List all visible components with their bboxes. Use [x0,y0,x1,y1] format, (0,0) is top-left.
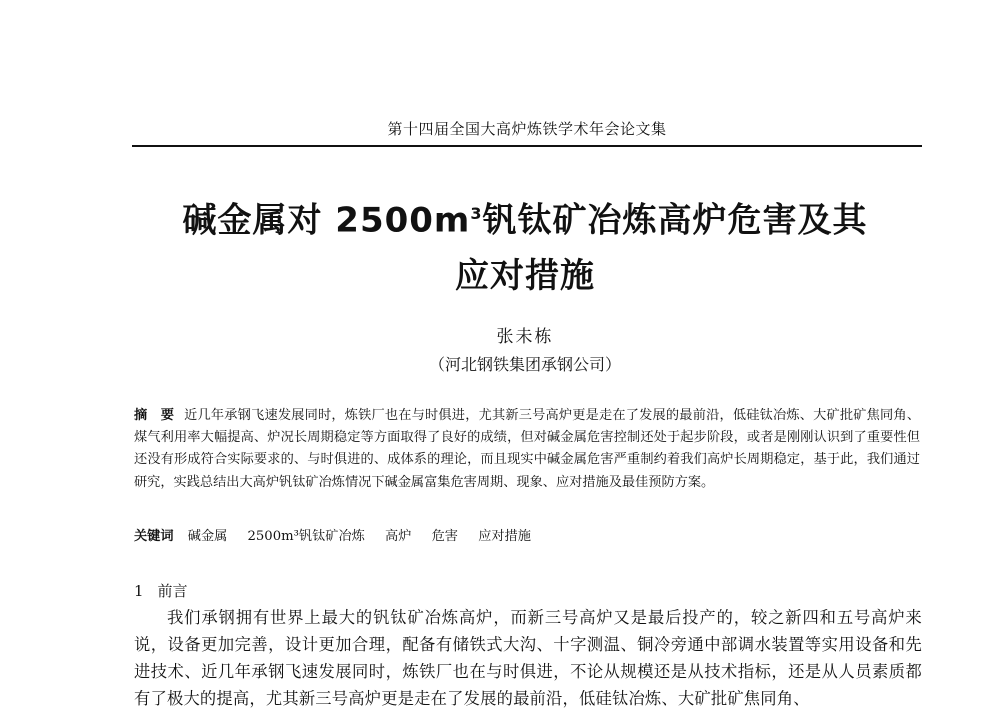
keyword: 2500m³钒钛矿冶炼 [247,529,365,544]
keyword: 危害 [431,529,458,544]
abstract-label: 摘 要 [134,408,175,423]
paper-title [130,186,920,304]
header-rule [132,145,922,147]
section-heading [134,580,534,601]
abstract-text: 近几年承钢飞速发展同时，炼铁厂也在与时俱进，尤其新三号高炉更是走在了发展的最前沿，低硅钛冶炼、大矿批矿焦同角、煤气利用率大幅提高、炉况长周期稳定等方面取得了良好的成绩，但对碱金属危害控制还处于起步阶段，或者是刚刚认识到了重要性但还没有形成符合实际要求的、与时俱进的、成体系的理论，而且现实中碱金属危害严重制约着我们高炉长周期稳定，基于此，我们通过研究，实践总结出大高炉钒钛矿冶炼情况下碱金属富集危害周期、现象、应对措施及最佳预防方案。 [134,408,921,490]
keyword: 高炉 [385,529,412,544]
title-part1: 碱金属对 2500m [182,200,471,241]
author-name: 张未栋 [496,327,554,347]
keyword: 应对措施 [478,529,531,544]
body-paragraph: 我们承钢拥有世界上最大的钒钛矿冶炼高炉，而新三号高炉又是最后投产的，较之新四和五号高炉来说，设备更加完善，设计更加合理，配备有储铁式大沟、十字测温、铜冷旁通中部调水装置等实用设备和先进技术、近几年承钢飞速发展同时，炼铁厂也在与时俱进，不论从规模还是从技术指标，还是从人员素质都有了极大的提高，尤其新三号高炉更是走在了发展的最前沿，低硅钛冶炼、大矿批矿焦同角、 [134,608,922,708]
running-header: 第十四届全国大高炉炼铁学术年会论文集 [387,120,667,138]
title-line2: 应对措施 [455,256,595,297]
title-superscript: 3 [470,204,483,223]
keywords [134,526,920,548]
section-title: 前言 [157,582,188,600]
abstract [134,405,920,494]
section-number: 1 [134,582,144,600]
keywords-label: 关键词 [134,529,174,544]
keyword: 碱金属 [187,529,228,544]
author-affiliation: （河北钢铁集团承钢公司） [428,355,621,374]
title-part2: 钒钛矿冶炼高炉危害及其 [482,200,868,241]
